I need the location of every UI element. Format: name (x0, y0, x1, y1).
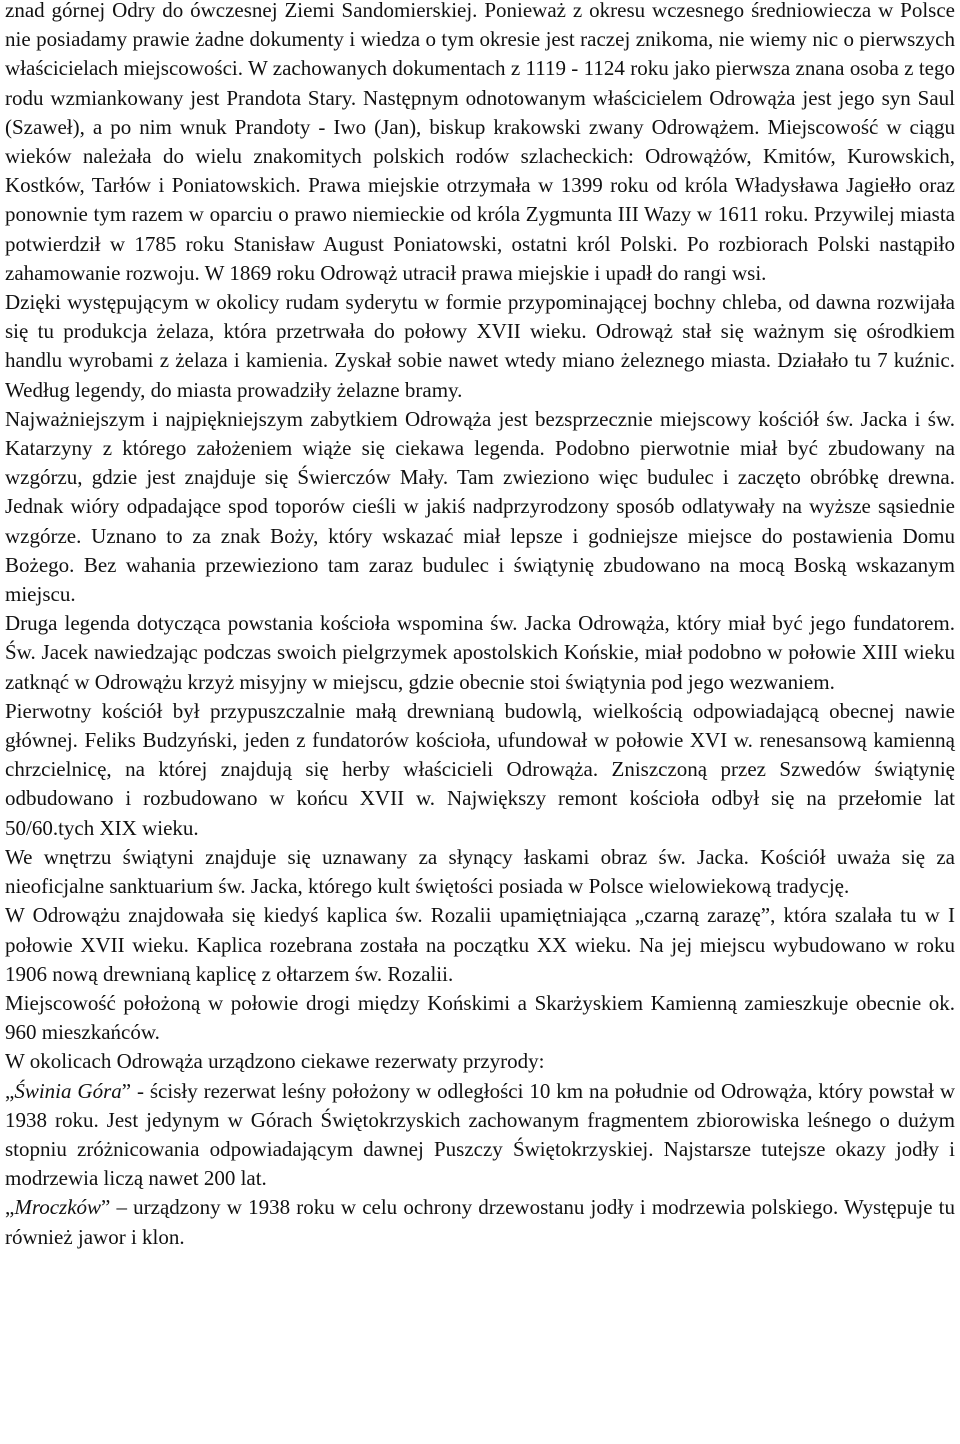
paragraph-population: Miejscowość położoną w połowie drogi między Końskimi a Skarżyskiem Kamienną zamieszkuje obecnie ok. 960 mieszkańców. (5, 990, 955, 1045)
paragraph-painting: We wnętrzu świątyni znajduje się uznawany za słynący łaskami obraz św. Jacka. Kościół uważa się za nieoficjalne sanktuarium św. Jacka, którego kult świętości posiada w Polsce wielowiekową tradycję. (5, 844, 955, 899)
reserve-name: Świnia Góra (14, 1078, 122, 1103)
paragraph-iron-industry: Dzięki występującym w okolicy rudam syderytu w formie przypominającej bochny chleba, od dawna rozwijała się tu produkcja żelaza, która przetrwała do połowy XVII wieku. Odrowąż stał się ważnym się ośrodkiem handlu wyrobami z żelaza i kamienia. Zyskał sobie nawet wtedy miano żeleznego miasta. Działało tu 7 kuźnic. Według legendy, do miasta prowadziły żelazne bramy. (5, 290, 955, 402)
reserve-mroczkow (5, 1193, 955, 1251)
reserve-close-quote: ” (121, 1078, 132, 1103)
document-page (5, 0, 955, 1252)
reserve-swinia-gora (5, 1077, 955, 1194)
paragraph-church-legend: Najważniejszym i najpiękniejszym zabytkiem Odrowąża jest bezsprzecznie miejscowy kościół św. Jacka i św. Katarzyny z którego założeniem wiąże się ciekawa legenda. Podobno pierwotnie miał być zbudowany na wzgórzu, gdzie jest znajduje się Świerczów Mały. Tam zwieziono więc budulec i zaczęto obróbkę drewna. Jednak wióry odpadające spod toporów cieśli w jakiś nadprzyrodzony sposób odlatywały na wyższe sąsiednie wzgórze. Uznano to za znak Boży, który wskazać miał lepsze i godniejsze miejsce do postawienia Domu Bożego. Bez wahania przewieziono tam zaraz budulec i świątynię zbudowano na mocą Boską wskazanym miejscu. (5, 406, 955, 607)
reserve-open-quote: „ (5, 1195, 15, 1220)
paragraph-church-history: Pierwotny kościół był przypuszczalnie małą drewnianą budowlą, wielkością odpowiadającą obecnej nawie głównej. Feliks Budzyński, jeden z fundatorów kościoła, ufundował w połowie XVI w. renesansową kamienną chrzcielnicę, na której znajdują się herby właścicieli Odrowąża. Zniszczoną przez Szwedów świątynię odbudowano i rozbudowano w końcu XVII w. Największy remont kościoła odbył się na przełomie lat 50/60.tych XIX wieku. (5, 698, 955, 840)
reserve-description: – urządzony w 1938 roku w celu ochrony drzewostanu jodły i modrzewia polskiego. Występuje tu również jawor i klon. (5, 1195, 955, 1249)
paragraph-reserves-intro: W okolicach Odrowąża urządzono ciekawe rezerwaty przyrody: (5, 1049, 545, 1074)
paragraph-chapel: W Odrowążu znajdowała się kiedyś kaplica św. Rozalii upamiętniająca „czarną zarazę”, która szalała tu w I połowie XVII wieku. Kaplica rozebrana została na początku XX wieku. Na jej miejscu wybudowano w roku 1906 nową drewnianą kaplicę z ołtarzem św. Rozalii. (5, 903, 955, 986)
reserve-close-quote: ” (101, 1195, 111, 1220)
paragraph-history: znad górnej Odry do ówczesnej Ziemi Sandomierskiej. Ponieważ z okresu wczesnego średniowiecza w Polsce nie posiadamy prawie żadne dokumenty i wiedza o tym okresie jest raczej znikoma, nie wiemy nic o pierwszych właścicielach miejscowości. W zachowanych dokumentach z 1119 - 1124 roku jako pierwsza znana osoba z tego rodu wzmiankowany jest Prandota Stary. Następnym odnotowanym właścicielem Odrowąża jest jego syn Saul (Szaweł), a po nim wnuk Prandoty - Iwo (Jan), biskup krakowski zwany Odrowążem. Miejscowość w ciągu wieków należała do wielu znakomitych polskich rodów szlacheckich: Odrowążów, Kmitów, Kurowskich, Kostków, Tarłów i Poniatowskich. Prawa miejskie otrzymała w 1399 roku od króla Władysława Jagiełło oraz ponownie tym razem w oparciu o prawo niemieckie od króla Zygmunta III Wazy w 1611 roku. Przywilej miasta potwierdził w 1785 roku Stanisław August Poniatowski, ostatni król Polski. Po rozbiorach Polski nastąpiło zahamowanie rozwoju. W 1869 roku Odrowąż utracił prawa miejskie i upadł do rangi wsi. (5, 0, 955, 285)
paragraph-second-legend: Druga legenda dotycząca powstania kościoła wspomina św. Jacka Odrowąża, który miał być jego fundatorem. Św. Jacek nawiedzając podczas swoich pielgrzymek apostolskich Końskie, miał podobno w połowie XIII wieku zatknąć w Odrowążu krzyż misyjny w miejscu, gdzie obecnie stoi świątynia pod jego wezwaniem. (5, 611, 955, 694)
reserve-name: Mroczków (14, 1195, 102, 1220)
reserve-open-quote: „ (5, 1078, 15, 1103)
reserve-description: - ścisły rezerwat leśny położony w odległości 10 km na południe od Odrowąża, który powstał w 1938 roku. Jest jedynym w Górach Świętokrzyskich zachowanym fragmentem zbiorowiska leśnego o dużym stopniu zróżnicowania odpowiadającym dawnej Puszczy Świętokrzyskiej. Najstarsze tutejsze okazy jodły i modrzewia liczą nawet 200 lat. (5, 1078, 955, 1191)
